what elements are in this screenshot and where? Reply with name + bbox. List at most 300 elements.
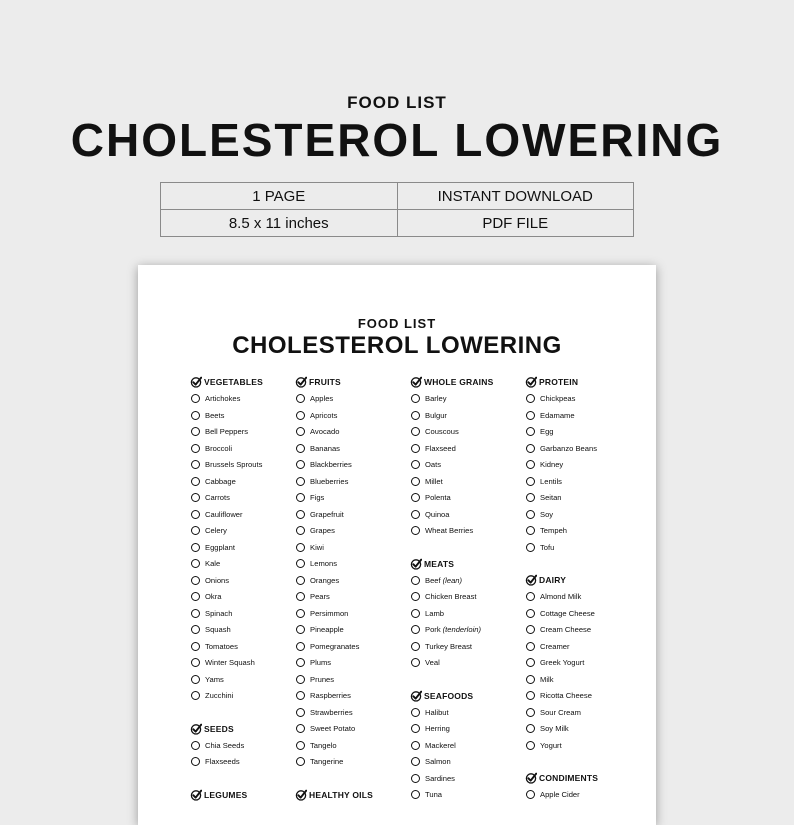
empty-checkbox-circle-icon[interactable] xyxy=(526,724,535,733)
item-label: Persimmon xyxy=(310,608,349,618)
section-title: SEAFOODS xyxy=(424,690,474,701)
empty-checkbox-circle-icon[interactable] xyxy=(526,691,535,700)
item-label: Avocado xyxy=(310,427,340,437)
info-pages: 1 PAGE xyxy=(161,183,398,210)
item-label: Chia Seeds xyxy=(205,740,245,750)
checklist-item xyxy=(410,605,528,622)
checklist-item xyxy=(190,424,308,441)
item-label: Bell Peppers xyxy=(205,427,249,437)
empty-checkbox-circle-icon[interactable] xyxy=(411,526,420,535)
item-label: Kale xyxy=(205,559,221,569)
empty-checkbox-circle-icon[interactable] xyxy=(296,609,305,618)
checklist-item xyxy=(190,440,308,457)
empty-checkbox-circle-icon[interactable] xyxy=(411,658,420,667)
section-heading xyxy=(410,688,528,705)
empty-checkbox-circle-icon[interactable] xyxy=(296,444,305,453)
checklist-item xyxy=(295,638,413,655)
checklist-item xyxy=(295,506,413,523)
empty-checkbox-circle-icon[interactable] xyxy=(411,790,420,799)
checklist-item xyxy=(525,457,643,474)
checklist-item xyxy=(525,704,643,721)
empty-checkbox-circle-icon[interactable] xyxy=(411,625,420,634)
empty-checkbox-circle-icon[interactable] xyxy=(526,642,535,651)
empty-checkbox-circle-icon[interactable] xyxy=(411,427,420,436)
checklist-item xyxy=(295,622,413,639)
section-title: CONDIMENTS xyxy=(539,773,599,784)
checklist-item xyxy=(295,473,413,490)
empty-checkbox-circle-icon[interactable] xyxy=(296,543,305,552)
checklist-item xyxy=(525,737,643,754)
empty-checkbox-circle-icon[interactable] xyxy=(526,708,535,717)
checked-circle-icon xyxy=(190,376,202,388)
checklist-item xyxy=(410,473,528,490)
checked-circle-icon xyxy=(525,772,537,784)
checklist-item xyxy=(190,754,308,771)
item-label: Figs xyxy=(310,493,325,503)
checklist-item xyxy=(295,754,413,771)
item-label: Quinoa xyxy=(425,509,450,519)
item-label: Carrots xyxy=(205,493,230,503)
section-title: FRUITS xyxy=(309,377,341,388)
checklist-item xyxy=(190,506,308,523)
section-heading xyxy=(410,556,528,573)
checklist-item xyxy=(295,704,413,721)
item-label: Lamb xyxy=(425,608,444,618)
item-label: Salmon xyxy=(425,757,451,767)
empty-checkbox-circle-icon[interactable] xyxy=(191,444,200,453)
item-label: Winter Squash xyxy=(205,658,255,668)
checklist-item xyxy=(525,539,643,556)
item-label: Artichokes xyxy=(205,394,241,404)
checklist-item xyxy=(190,490,308,507)
item-label: Kidney xyxy=(540,460,564,470)
checklist-item xyxy=(410,787,528,804)
item-label: Apples xyxy=(310,394,334,404)
empty-checkbox-circle-icon[interactable] xyxy=(526,493,535,502)
checklist-item xyxy=(295,407,413,424)
section-heading xyxy=(190,374,308,391)
empty-checkbox-circle-icon[interactable] xyxy=(411,444,420,453)
item-label: Wheat Berries xyxy=(425,526,474,536)
item-label: Greek Yogurt xyxy=(540,658,585,668)
food-section xyxy=(190,721,308,771)
checklist-item xyxy=(295,572,413,589)
empty-checkbox-circle-icon[interactable] xyxy=(191,675,200,684)
item-label: Cottage Cheese xyxy=(540,608,595,618)
item-label: Strawberries xyxy=(310,707,353,717)
empty-checkbox-circle-icon[interactable] xyxy=(411,477,420,486)
section-title: VEGETABLES xyxy=(204,377,263,388)
section-title: DAIRY xyxy=(539,575,567,586)
checked-circle-icon xyxy=(525,376,537,388)
checklist-item xyxy=(295,457,413,474)
item-label: Polenta xyxy=(425,493,451,503)
checklist-item xyxy=(410,440,528,457)
item-label: Chicken Breast xyxy=(425,592,477,602)
item-label: Flaxseed xyxy=(425,443,456,453)
checked-circle-icon xyxy=(295,376,307,388)
empty-checkbox-circle-icon[interactable] xyxy=(526,658,535,667)
item-label: Bulgur xyxy=(425,410,447,420)
checklist-item xyxy=(295,490,413,507)
item-label: Apricots xyxy=(310,410,338,420)
empty-checkbox-circle-icon[interactable] xyxy=(296,625,305,634)
item-label: Sardines xyxy=(425,773,455,783)
checklist-item xyxy=(410,655,528,672)
empty-checkbox-circle-icon[interactable] xyxy=(191,394,200,403)
checklist-item xyxy=(295,391,413,408)
info-size: 8.5 x 11 inches xyxy=(161,210,398,237)
checklist-item xyxy=(190,638,308,655)
empty-checkbox-circle-icon[interactable] xyxy=(526,427,535,436)
item-label: Blackberries xyxy=(310,460,352,470)
empty-checkbox-circle-icon[interactable] xyxy=(191,642,200,651)
checked-circle-icon xyxy=(410,558,422,570)
checked-circle-icon xyxy=(190,723,202,735)
checklist-item xyxy=(295,605,413,622)
section-title: PROTEIN xyxy=(539,377,579,388)
section-title: LEGUMES xyxy=(204,789,248,800)
checklist-item xyxy=(190,473,308,490)
empty-checkbox-circle-icon[interactable] xyxy=(296,724,305,733)
item-label: Beets xyxy=(205,410,225,420)
empty-checkbox-circle-icon[interactable] xyxy=(296,592,305,601)
empty-checkbox-circle-icon[interactable] xyxy=(296,460,305,469)
checklist-item xyxy=(525,523,643,540)
food-section xyxy=(410,556,528,672)
item-label: Sour Cream xyxy=(540,707,581,717)
food-section xyxy=(190,374,308,704)
checklist-item xyxy=(295,655,413,672)
checklist-item xyxy=(525,589,643,606)
empty-checkbox-circle-icon[interactable] xyxy=(526,444,535,453)
food-section xyxy=(295,374,413,770)
item-label: Broccoli xyxy=(205,443,233,453)
item-label: Tomatoes xyxy=(205,641,238,651)
checklist-item xyxy=(190,605,308,622)
checklist-item xyxy=(190,407,308,424)
item-label: Edamame xyxy=(540,410,575,420)
empty-checkbox-circle-icon[interactable] xyxy=(411,741,420,750)
empty-checkbox-circle-icon[interactable] xyxy=(411,411,420,420)
checklist-item xyxy=(190,671,308,688)
empty-checkbox-circle-icon[interactable] xyxy=(411,708,420,717)
checklist-item xyxy=(410,754,528,771)
empty-checkbox-circle-icon[interactable] xyxy=(411,460,420,469)
checklist-item xyxy=(525,721,643,738)
checklist-item xyxy=(525,671,643,688)
checklist-item xyxy=(190,572,308,589)
empty-checkbox-circle-icon[interactable] xyxy=(296,757,305,766)
empty-checkbox-circle-icon[interactable] xyxy=(191,658,200,667)
checklist-item xyxy=(190,391,308,408)
item-label: Chickpeas xyxy=(540,394,576,404)
empty-checkbox-circle-icon[interactable] xyxy=(526,411,535,420)
empty-checkbox-circle-icon[interactable] xyxy=(411,394,420,403)
checklist-item xyxy=(410,589,528,606)
checklist-item xyxy=(525,688,643,705)
banner-subtitle: FOOD LIST xyxy=(347,93,447,112)
item-label: Celery xyxy=(205,526,227,536)
checklist-item xyxy=(525,407,643,424)
item-label: Tuna xyxy=(425,790,443,800)
empty-checkbox-circle-icon[interactable] xyxy=(296,675,305,684)
item-label: Barley xyxy=(425,394,447,404)
empty-checkbox-circle-icon[interactable] xyxy=(526,477,535,486)
checklist-item xyxy=(525,638,643,655)
item-note: (tenderloin) xyxy=(442,625,482,635)
section-heading xyxy=(295,374,413,391)
empty-checkbox-circle-icon[interactable] xyxy=(296,477,305,486)
section-title: WHOLE GRAINS xyxy=(424,377,494,388)
item-label: Spinach xyxy=(205,608,233,618)
checklist-item xyxy=(410,506,528,523)
checklist-item xyxy=(295,671,413,688)
item-label: Lentils xyxy=(540,476,562,486)
empty-checkbox-circle-icon[interactable] xyxy=(526,592,535,601)
empty-checkbox-circle-icon[interactable] xyxy=(411,609,420,618)
empty-checkbox-circle-icon[interactable] xyxy=(526,510,535,519)
checklist-item xyxy=(525,622,643,639)
empty-checkbox-circle-icon[interactable] xyxy=(526,609,535,618)
checklist-item xyxy=(295,556,413,573)
item-label: Tofu xyxy=(540,542,555,552)
empty-checkbox-circle-icon[interactable] xyxy=(296,691,305,700)
checklist-item xyxy=(295,440,413,457)
item-label: Okra xyxy=(205,592,222,602)
item-label: Almond Milk xyxy=(540,592,582,602)
item-label: Tangerine xyxy=(310,757,344,767)
section-title: HEALTHY OILS xyxy=(309,789,373,800)
empty-checkbox-circle-icon[interactable] xyxy=(296,427,305,436)
checked-circle-icon xyxy=(410,690,422,702)
checklist-item xyxy=(525,605,643,622)
empty-checkbox-circle-icon[interactable] xyxy=(296,642,305,651)
empty-checkbox-circle-icon[interactable] xyxy=(191,625,200,634)
section-heading xyxy=(525,374,643,391)
empty-checkbox-circle-icon[interactable] xyxy=(296,526,305,535)
item-label: Milk xyxy=(540,674,554,684)
item-label: Seitan xyxy=(540,493,562,503)
empty-checkbox-circle-icon[interactable] xyxy=(296,411,305,420)
empty-checkbox-circle-icon[interactable] xyxy=(191,592,200,601)
checklist-item xyxy=(295,589,413,606)
item-note: (lean) xyxy=(442,575,463,585)
checklist-item xyxy=(410,490,528,507)
sheet-subtitle: FOOD LIST xyxy=(357,316,437,331)
empty-checkbox-circle-icon[interactable] xyxy=(526,394,535,403)
item-label: Blueberries xyxy=(310,476,349,486)
checklist-item xyxy=(410,424,528,441)
food-column-3 xyxy=(410,374,528,820)
food-section xyxy=(525,770,643,803)
checklist-item xyxy=(525,391,643,408)
empty-checkbox-circle-icon[interactable] xyxy=(191,559,200,568)
checked-circle-icon xyxy=(295,789,307,801)
item-label: Cabbage xyxy=(205,476,236,486)
empty-checkbox-circle-icon[interactable] xyxy=(296,576,305,585)
item-label: Millet xyxy=(425,476,443,486)
empty-checkbox-circle-icon[interactable] xyxy=(191,411,200,420)
checked-circle-icon xyxy=(190,789,202,801)
section-heading xyxy=(190,721,308,738)
food-section xyxy=(190,787,308,804)
item-label: Soy Milk xyxy=(540,724,569,734)
empty-checkbox-circle-icon[interactable] xyxy=(191,609,200,618)
checklist-item xyxy=(295,721,413,738)
checklist-item xyxy=(190,556,308,573)
item-label: Egg xyxy=(540,427,554,437)
item-label: Pork xyxy=(425,625,441,635)
item-label: Squash xyxy=(205,625,231,635)
item-label: Prunes xyxy=(310,674,335,684)
checklist-item xyxy=(410,770,528,787)
empty-checkbox-circle-icon[interactable] xyxy=(526,790,535,799)
checklist-item xyxy=(190,589,308,606)
checklist-item xyxy=(410,704,528,721)
item-label: Couscous xyxy=(425,427,459,437)
checklist-item xyxy=(525,506,643,523)
item-label: Pomegranates xyxy=(310,641,360,651)
empty-checkbox-circle-icon[interactable] xyxy=(526,675,535,684)
empty-checkbox-circle-icon[interactable] xyxy=(296,559,305,568)
item-label: Grapefruit xyxy=(310,509,344,519)
checklist-item xyxy=(190,457,308,474)
empty-checkbox-circle-icon[interactable] xyxy=(191,543,200,552)
empty-checkbox-circle-icon[interactable] xyxy=(191,757,200,766)
item-label: Grapes xyxy=(310,526,335,536)
checklist-item xyxy=(190,688,308,705)
info-format: PDF FILE xyxy=(397,210,634,237)
section-heading xyxy=(525,770,643,787)
empty-checkbox-circle-icon[interactable] xyxy=(296,510,305,519)
section-heading xyxy=(295,787,413,804)
checklist-item xyxy=(190,622,308,639)
empty-checkbox-circle-icon[interactable] xyxy=(411,510,420,519)
item-label: Brussels Sprouts xyxy=(205,460,263,470)
section-heading xyxy=(525,572,643,589)
empty-checkbox-circle-icon[interactable] xyxy=(191,741,200,750)
checked-circle-icon xyxy=(525,574,537,586)
empty-checkbox-circle-icon[interactable] xyxy=(191,477,200,486)
empty-checkbox-circle-icon[interactable] xyxy=(411,774,420,783)
item-label: Sweet Potato xyxy=(310,724,356,734)
checklist-item xyxy=(525,473,643,490)
empty-checkbox-circle-icon[interactable] xyxy=(526,625,535,634)
food-column-2 xyxy=(295,374,413,820)
checklist-item xyxy=(295,523,413,540)
checklist-item xyxy=(295,539,413,556)
empty-checkbox-circle-icon[interactable] xyxy=(411,493,420,502)
checklist-item xyxy=(190,523,308,540)
checklist-item xyxy=(525,490,643,507)
empty-checkbox-circle-icon[interactable] xyxy=(191,427,200,436)
item-label: Bananas xyxy=(310,443,340,453)
food-column-1 xyxy=(190,374,308,820)
item-label: Yogurt xyxy=(540,740,562,750)
item-label: Halibut xyxy=(425,707,449,717)
empty-checkbox-circle-icon[interactable] xyxy=(526,741,535,750)
product-info-table xyxy=(160,182,634,237)
section-title: MEATS xyxy=(424,558,455,569)
food-section xyxy=(410,374,528,539)
item-label: Herring xyxy=(425,724,450,734)
printable-sheet xyxy=(138,265,656,825)
empty-checkbox-circle-icon[interactable] xyxy=(296,394,305,403)
checklist-item xyxy=(190,737,308,754)
item-label: Beef xyxy=(425,575,441,585)
checklist-item xyxy=(525,655,643,672)
item-label: Mackerel xyxy=(425,740,456,750)
checklist-item xyxy=(525,440,643,457)
checklist-item xyxy=(410,737,528,754)
item-label: Cauliflower xyxy=(205,509,243,519)
checklist-item xyxy=(190,539,308,556)
food-section xyxy=(410,688,528,804)
empty-checkbox-circle-icon[interactable] xyxy=(191,576,200,585)
item-label: Soy xyxy=(540,509,554,519)
empty-checkbox-circle-icon[interactable] xyxy=(411,757,420,766)
checklist-item xyxy=(410,572,528,589)
item-label: Cream Cheese xyxy=(540,625,592,635)
checklist-item xyxy=(410,622,528,639)
section-title: SEEDS xyxy=(204,723,234,734)
section-heading xyxy=(410,374,528,391)
food-section xyxy=(525,374,643,556)
empty-checkbox-circle-icon[interactable] xyxy=(191,460,200,469)
checklist-item xyxy=(525,787,643,804)
checklist-item xyxy=(410,391,528,408)
section-heading xyxy=(190,787,308,804)
empty-checkbox-circle-icon[interactable] xyxy=(191,510,200,519)
empty-checkbox-circle-icon[interactable] xyxy=(411,642,420,651)
item-label: Ricotta Cheese xyxy=(540,691,592,701)
checklist-item xyxy=(525,424,643,441)
item-label: Creamer xyxy=(540,641,570,651)
checklist-item xyxy=(410,523,528,540)
item-label: Kiwi xyxy=(310,542,324,552)
info-download: INSTANT DOWNLOAD xyxy=(397,183,634,210)
empty-checkbox-circle-icon[interactable] xyxy=(296,658,305,667)
empty-checkbox-circle-icon[interactable] xyxy=(411,724,420,733)
empty-checkbox-circle-icon[interactable] xyxy=(411,592,420,601)
empty-checkbox-circle-icon[interactable] xyxy=(526,526,535,535)
item-label: Tangelo xyxy=(310,740,337,750)
empty-checkbox-circle-icon[interactable] xyxy=(411,576,420,585)
item-label: Onions xyxy=(205,575,230,585)
empty-checkbox-circle-icon[interactable] xyxy=(191,691,200,700)
item-label: Veal xyxy=(425,658,440,668)
sheet-title: CHOLESTEROL LOWERING xyxy=(232,332,562,359)
item-label: Lemons xyxy=(310,559,338,569)
empty-checkbox-circle-icon[interactable] xyxy=(526,543,535,552)
checklist-item xyxy=(410,407,528,424)
checklist-item xyxy=(410,721,528,738)
item-label: Yams xyxy=(205,674,224,684)
empty-checkbox-circle-icon[interactable] xyxy=(296,741,305,750)
empty-checkbox-circle-icon[interactable] xyxy=(296,493,305,502)
empty-checkbox-circle-icon[interactable] xyxy=(191,493,200,502)
food-column-4 xyxy=(525,374,643,820)
item-label: Raspberries xyxy=(310,691,351,701)
checked-circle-icon xyxy=(410,376,422,388)
item-label: Apple Cider xyxy=(540,790,580,800)
checklist-item xyxy=(410,457,528,474)
empty-checkbox-circle-icon[interactable] xyxy=(296,708,305,717)
empty-checkbox-circle-icon[interactable] xyxy=(191,526,200,535)
checklist-item xyxy=(295,737,413,754)
empty-checkbox-circle-icon[interactable] xyxy=(526,460,535,469)
